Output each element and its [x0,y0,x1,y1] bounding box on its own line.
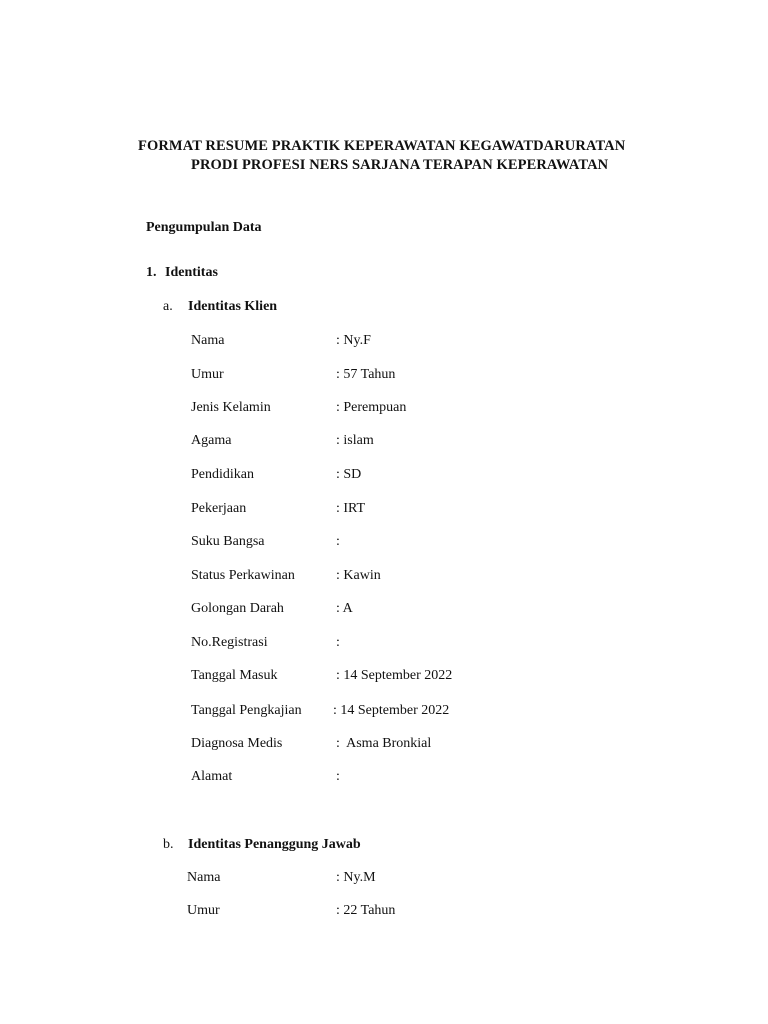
field-label: Suku Bangsa [191,534,265,549]
field-value: : Asma Bronkial [336,736,432,751]
field-value: : 14 September 2022 [333,703,450,718]
item-number: 1. [146,265,157,280]
field-value: : [336,534,340,549]
field-value: : SD [336,467,362,482]
document-title-line-1: FORMAT RESUME PRAKTIK KEPERAWATAN KEGAWATDARURATAN [138,138,626,154]
field-label: Nama [187,870,221,885]
field-label: Jenis Kelamin [191,400,271,415]
field-label: Pekerjaan [191,501,247,516]
field-label: No.Registrasi [191,635,268,650]
subsection-letter: a. [163,299,173,314]
item-label: Identitas [165,265,218,280]
item-identitas [146,265,218,281]
field-value: : 22 Tahun [336,903,396,918]
field-label: Golongan Darah [191,601,284,616]
subsection-letter: b. [163,837,174,852]
field-label: Pendidikan [191,467,254,482]
field-value: : Kawin [336,568,381,583]
field-label: Status Perkawinan [191,568,295,583]
field-label: Umur [191,367,224,382]
field-label: Diagnosa Medis [191,736,283,751]
subsection-guardian-identity [163,837,361,853]
field-value: : 14 September 2022 [336,668,453,683]
field-value: : [336,635,340,650]
field-value: : Ny.F [336,333,371,348]
field-value: : Perempuan [336,400,407,415]
section-heading: Pengumpulan Data [146,220,262,235]
document-title-line-2: PRODI PROFESI NERS SARJANA TERAPAN KEPERAWATAN [191,157,609,173]
field-value: : islam [336,433,374,448]
field-value: : Ny.M [336,870,376,885]
field-value: : [336,769,340,784]
subsection-label: Identitas Klien [188,299,278,314]
field-label: Nama [191,333,225,348]
field-label: Umur [187,903,220,918]
field-label: Agama [191,433,232,448]
field-label: Alamat [191,769,233,784]
field-value: : 57 Tahun [336,367,396,382]
field-value: : A [336,601,353,616]
field-value: : IRT [336,501,366,516]
field-label: Tanggal Pengkajian [191,703,302,718]
subsection-label: Identitas Penanggung Jawab [188,837,361,852]
field-label: Tanggal Masuk [191,668,278,683]
subsection-client-identity [163,299,277,315]
